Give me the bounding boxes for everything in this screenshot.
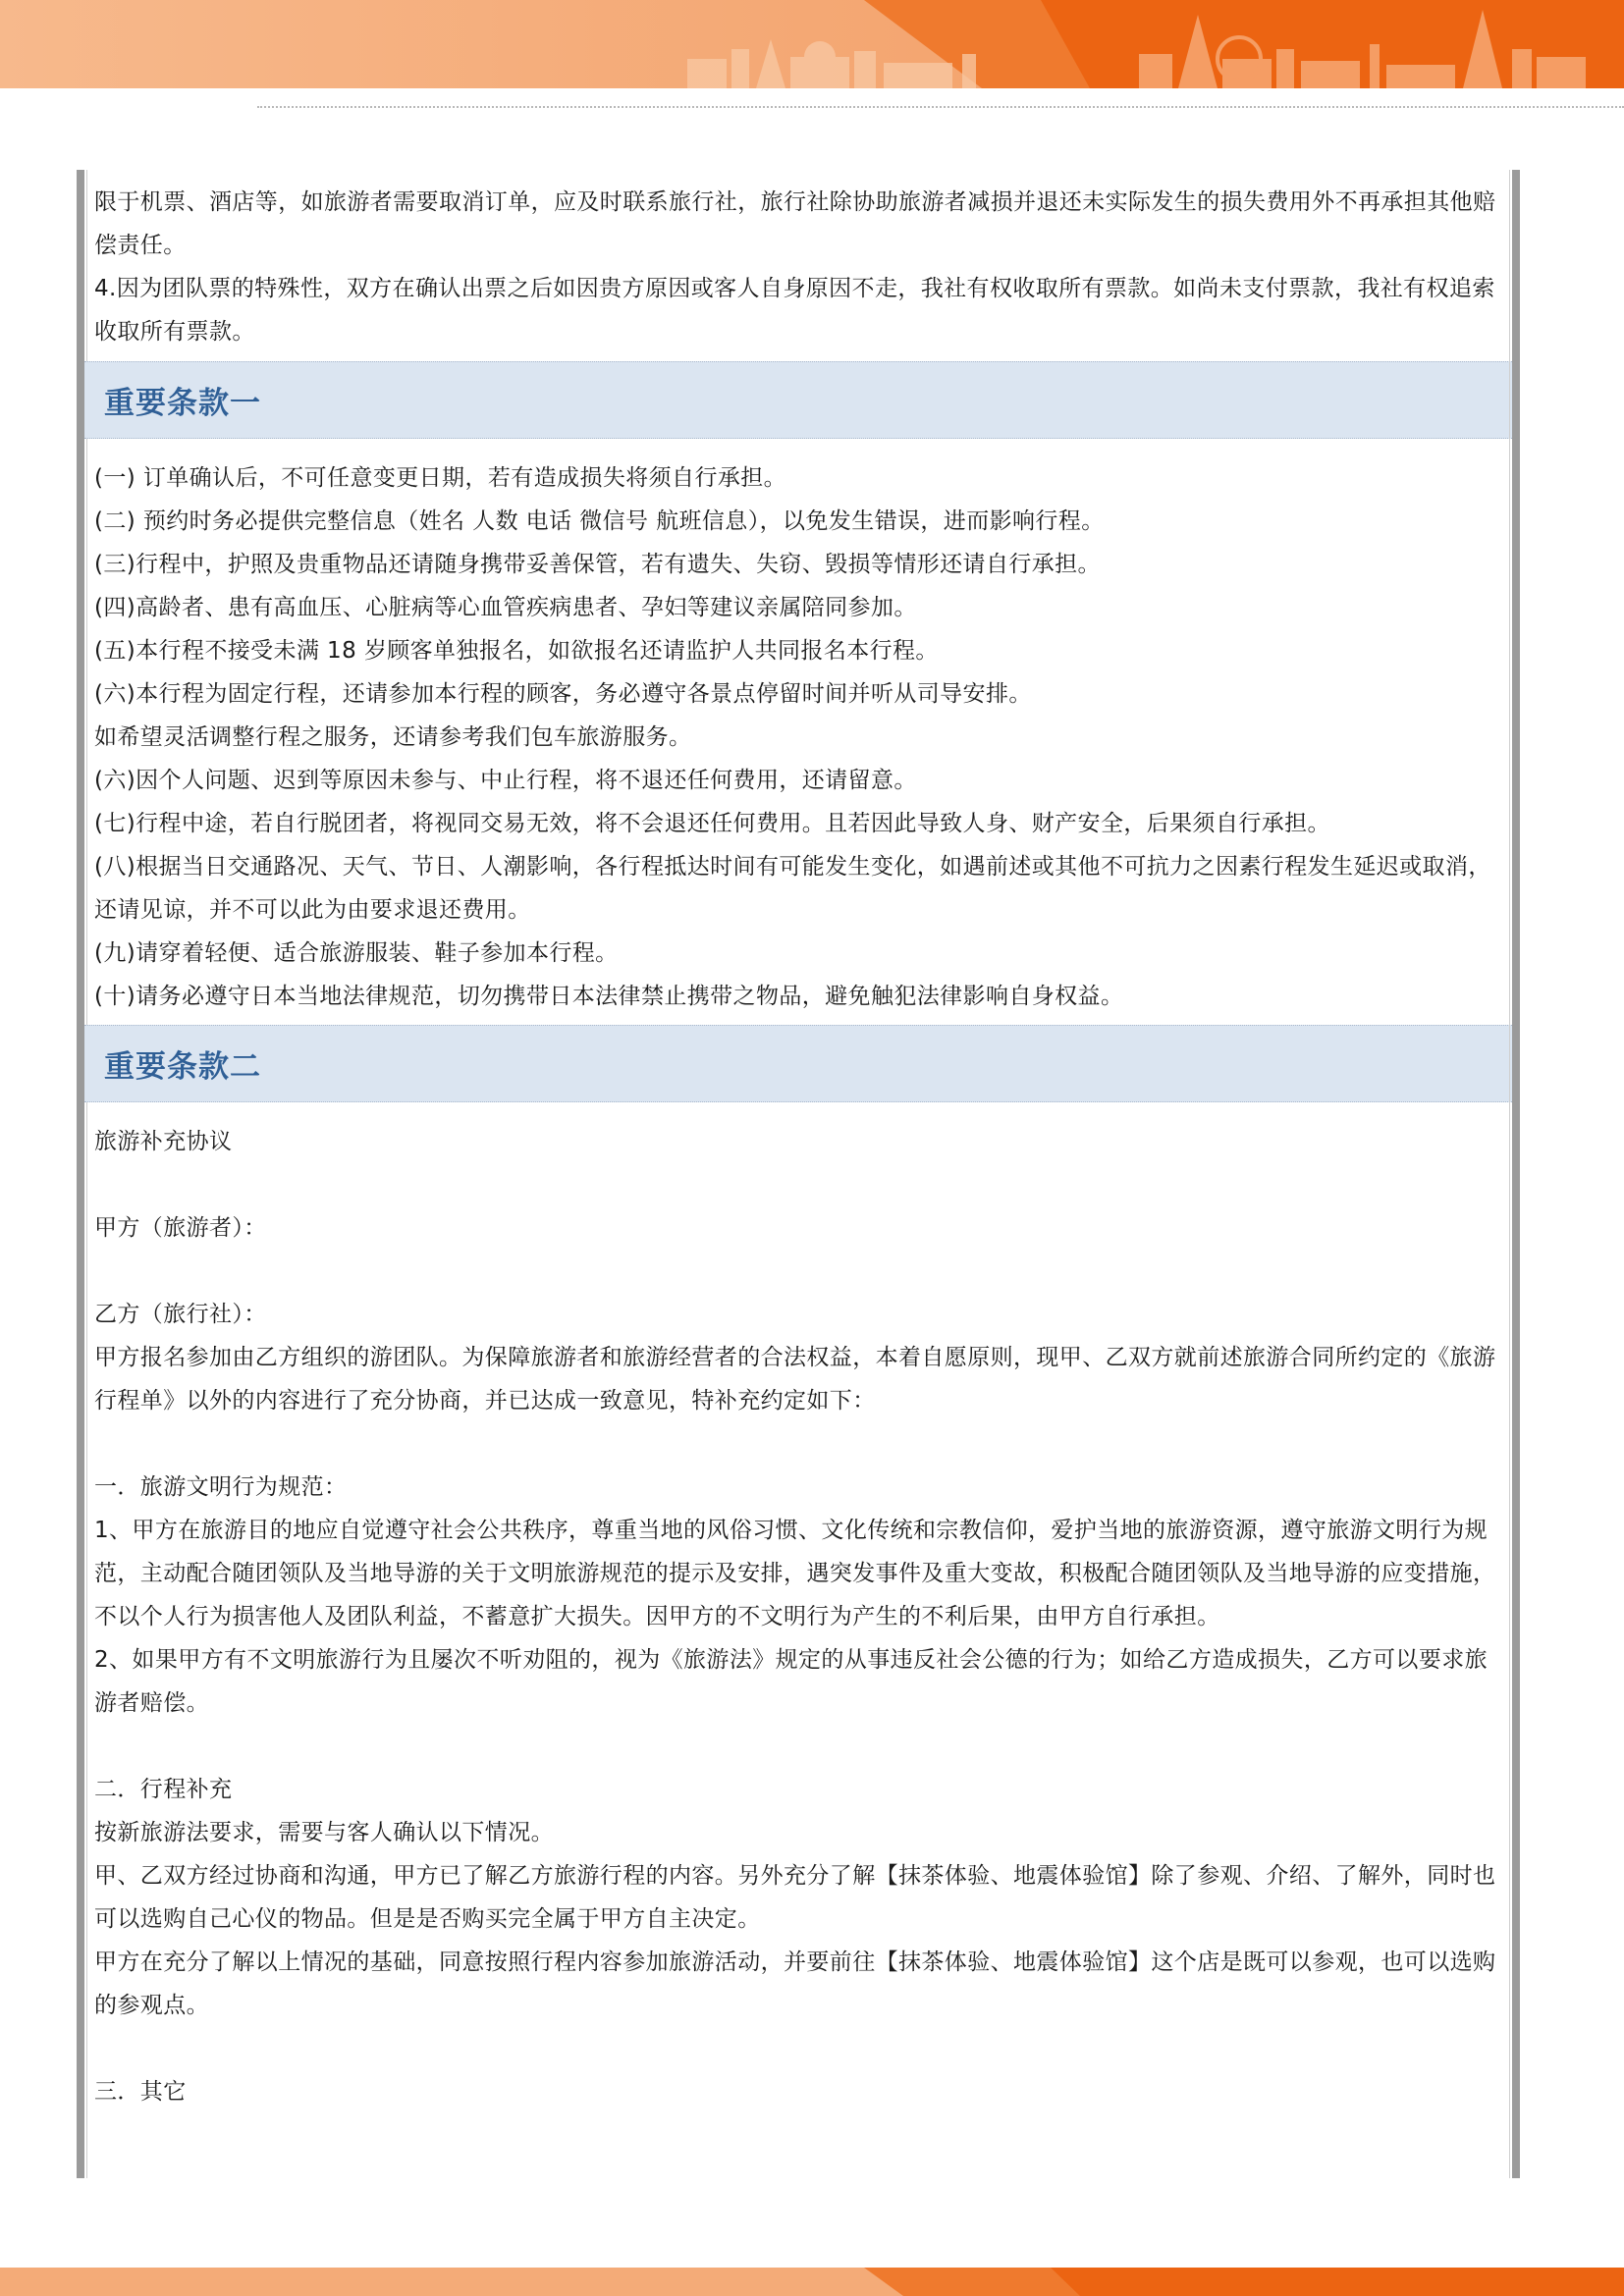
intro-block <box>94 170 1502 359</box>
clause-paragraph: 按新旅游法要求，需要与客人确认以下情况。 <box>94 1820 554 1845</box>
section-title: 重要条款二 <box>104 1049 261 1085</box>
preamble: 甲方报名参加由乙方组织的游团队。为保障旅游者和旅游经营者的合法权益，本着自愿原则，现甲、乙双方就前述旅游合同所约定的《旅游行程单》以外的内容进行了充分协商，并已达成一致意见，特补充约定如下： <box>94 1345 1496 1414</box>
header-skyline-graphic <box>0 0 1624 88</box>
list-item: 如希望灵活调整行程之服务，还请参考我们包车旅游服务。 <box>94 724 692 750</box>
heading-itinerary-supplement: 二．行程补充 <box>94 1777 233 1802</box>
clause-paragraph: 2、如果甲方有不文明旅游行为且屡次不听劝阻的，视为《旅游法》规定的从事违反社会公德的行为；如给乙方造成损失，乙方可以要求旅游者赔偿。 <box>94 1647 1489 1716</box>
list-item: (二) 预约时务必提供完整信息（姓名 人数 电话 微信号 航班信息），以免发生错误，进而影响行程。 <box>94 508 1105 534</box>
heading-civilized-behavior: 一．旅游文明行为规范： <box>94 1474 348 1500</box>
list-item: (五)本行程不接受未满 18 岁顾客单独报名，如欲报名还请监护人共同报名本行程。 <box>94 638 939 664</box>
section-header-1 <box>84 361 1512 439</box>
list-item: (一) 订单确认后，不可任意变更日期，若有造成损失将须自行承担。 <box>94 465 787 491</box>
clause-paragraph: 1、甲方在旅游目的地应自觉遵守社会公共秩序，尊重当地的风俗习惯、文化传统和宗教信仰，爱护当地的旅游资源，遵守旅游文明行为规范，主动配合随团领队及当地导游的关于文明旅游规范的提示及安排，遇突发事件及重大变故，积极配合随团领队及当地导游的应变措施，不以个人行为损害他人及团队利益，不蓄意扩大损失。因甲方的不文明行为产生的不利后果，由甲方自行承担。 <box>94 1518 1496 1629</box>
list-item: (四)高龄者、患有高血压、心脏病等心血管疾病患者、孕妇等建议亲属陪同参加。 <box>94 595 917 620</box>
agreement-title: 旅游补充协议 <box>94 1129 233 1154</box>
intro-paragraph: 4.因为团队票的特殊性，双方在确认出票之后如因贵方原因或客人自身原因不走，我社有权收取所有票款。如尚未支付票款，我社有权追索收取所有票款。 <box>94 276 1495 345</box>
party-b-label: 乙方（旅行社）： <box>94 1302 267 1327</box>
list-item: (九)请穿着轻便、适合旅游服装、鞋子参加本行程。 <box>94 940 619 966</box>
content-frame <box>77 170 1520 2178</box>
heading-other: 三．其它 <box>94 2079 187 2105</box>
intro-paragraph: 限于机票、酒店等，如旅游者需要取消订单，应及时联系旅行社，旅行社除协助旅游者减损并退还未实际发生的损失费用外不再承担其他赔偿责任。 <box>94 189 1496 258</box>
footer-stripe-graphic <box>0 2268 1624 2296</box>
header-divider <box>257 106 1624 108</box>
list-item: (六)本行程为固定行程，还请参加本行程的顾客，务必遵守各景点停留时间并听从司导安排。 <box>94 681 1032 707</box>
section-title: 重要条款一 <box>104 386 261 421</box>
list-item: (六)因个人问题、迟到等原因未参与、中止行程，将不退还任何费用，还请留意。 <box>94 768 917 793</box>
list-item: (三)行程中，护照及贵重物品还请随身携带妥善保管，若有遗失、失窃、毁损等情形还请自行承担。 <box>94 552 1101 577</box>
section1-list <box>94 439 1502 1023</box>
section-header-2 <box>84 1025 1512 1102</box>
clause-paragraph: 甲、乙双方经过协商和沟通，甲方已了解乙方旅游行程的内容。另外充分了解【抹茶体验、地震体验馆】除了参观、介绍、了解外，同时也可以选购自己心仪的物品。但是是否购买完全属于甲方自主决定。 <box>94 1863 1496 1932</box>
list-item: (十)请务必遵守日本当地法律规范，切勿携带日本法律禁止携带之物品，避免触犯法律影响自身权益。 <box>94 984 1124 1009</box>
header-banner <box>0 0 1624 88</box>
list-item: (八)根据当日交通路况、天气、节日、人潮影响，各行程抵达时间有可能发生变化，如遇前述或其他不可抗力之因素行程发生延迟或取消，还请见谅，并不可以此为由要求退还费用。 <box>94 854 1491 923</box>
footer-banner <box>0 2268 1624 2296</box>
clause-paragraph: 甲方在充分了解以上情况的基础，同意按照行程内容参加旅游活动，并要前往【抹茶体验、地震体验馆】这个店是既可以参观，也可以选购的参观点。 <box>94 1949 1496 2018</box>
party-a-label: 甲方（旅游者）： <box>94 1215 267 1241</box>
supplementary-agreement <box>94 1102 1502 2113</box>
list-item: (七)行程中途，若自行脱团者，将视同交易无效，将不会退还任何费用。且若因此导致人身、财产安全，后果须自行承担。 <box>94 811 1330 836</box>
